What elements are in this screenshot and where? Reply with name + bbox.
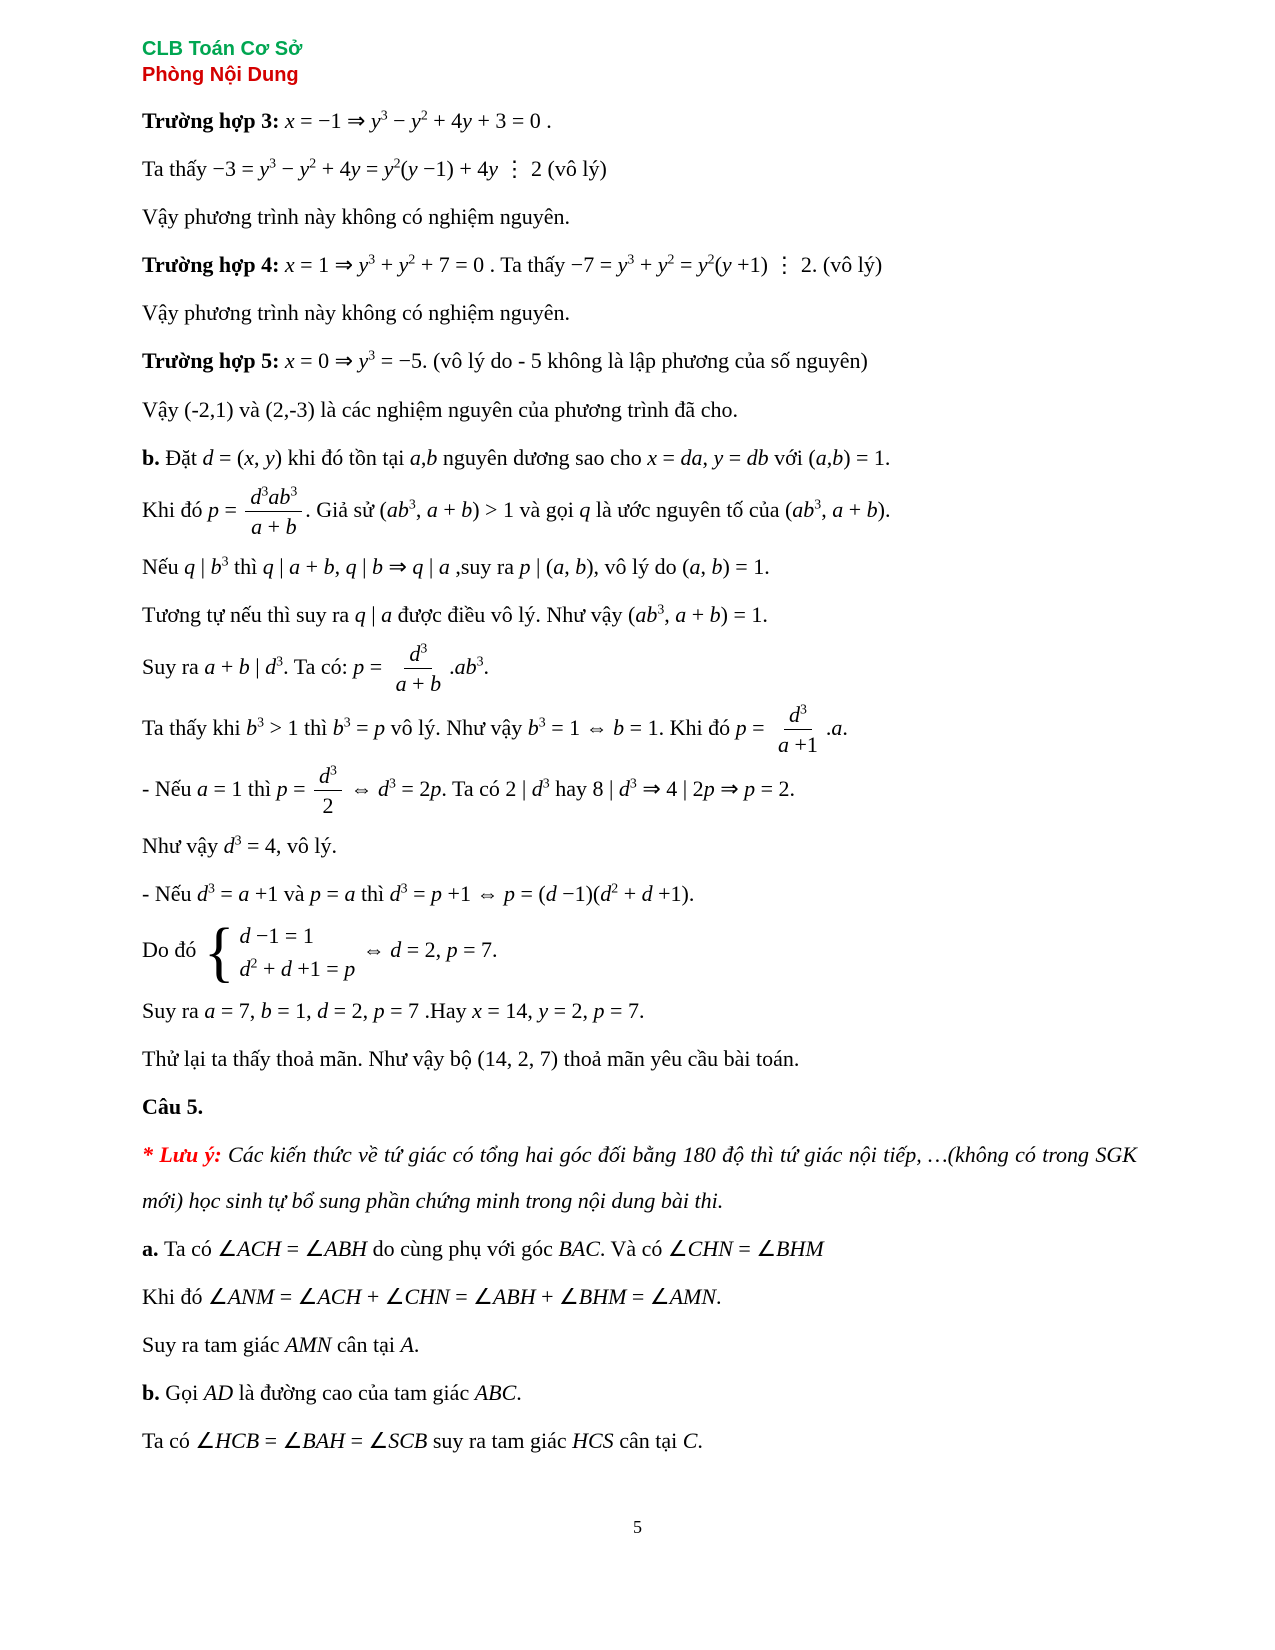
paragraph: Suy ra a + b | $d^3$. Ta có: p = $\frac{d^3}{a + b}$ $.ab^3$. [142, 640, 490, 697]
fraction: $\frac{d^3}{a + b}$ [395, 640, 442, 697]
paragraph: Như vậy $d^3 = 4$, vô lý. [142, 832, 338, 858]
paragraph: - Nếu $d^3 = a +1$ và p = a thì $d^3 = p +1$ ⇔ $p = (d -1)(d^2 + d +1)$. [142, 880, 695, 907]
document-header [142, 36, 1137, 88]
fraction: $\frac{d^3ab^3}{a + b}$ [245, 483, 302, 541]
paragraph: Ta thấy khi $b^3 > 1$ thì $b^3 = p$ vô lý. Như vậy $b^3 = 1$ ⇔ b = 1. Khi đó p = $\frac{d^3}{a +1}$ .a. [142, 701, 848, 758]
paragraph: Trường hợp 3: x = −1 ⇒ $y^3 - y^2 + 4y + 3 = 0$ . [142, 107, 552, 133]
paragraph: Tương tự nếu thì suy ra q | a được điều vô lý. Như vậy ($ab^3$, a + b) = 1. [142, 601, 768, 627]
paragraph: Vậy (-2,1) và (2,-3) là các nghiệm nguyên của phương trình đã cho. [142, 396, 738, 422]
paragraph: b. Gọi AD là đường cao của tam giác ABC. [142, 1379, 522, 1405]
paragraph: Ta thấy $-3 = y^3 - y^2 + 4y = y^2(y -1) + 4y$ ⋮ 2 (vô lý) [142, 155, 607, 182]
paragraph: Khi đó p = $\frac{d^3ab^3}{a + b}$ . Giả sử ($ab^3$, a + b) > 1 và gọi q là ước nguyên tố của ($ab^3$, a + b). [142, 483, 891, 540]
paragraph: b. Đặt d = (x, y) khi đó tồn tại a,b nguyên dương sao cho x = da, y = db với (a,b) = 1. [142, 444, 891, 470]
paragraph: Ta có ∠HCB = ∠BAH = ∠SCB suy ra tam giác HCS cân tại C. [142, 1427, 703, 1453]
fraction: $\frac{d^3}{2}$ [314, 762, 342, 820]
paragraph: Do đó { d −1 = 1 $d^2 + d +1 = p$ ⇔ d = 2, p = 7. [142, 914, 498, 989]
paragraph: Nếu q | $b^3$ thì q | a + b, q | b ⇒ q | a ,suy ra p | (a, b), vô lý do (a, b) = 1. [142, 553, 770, 579]
paragraph: * Lưu ý: Các kiến thức về tứ giác có tổng hai góc đối bằng 180 độ thì tứ giác nội tiếp, …(không có trong SGK mới) học sinh tự bổ sung phần chứng minh trong nội dung bài thi. [142, 1142, 1137, 1213]
paragraph: Vậy phương trình này không có nghiệm nguyên. [142, 204, 571, 230]
paragraph: a. Ta có ∠ACH = ∠ABH do cùng phụ với góc BAC. Và có ∠CHN = ∠BHM [142, 1235, 824, 1261]
equation-system: { d −1 = 1 $d^2 + d +1 = p$ [203, 914, 356, 989]
left-brace: { [203, 914, 235, 989]
page-number: 5 [633, 1517, 642, 1537]
paragraph: Khi đó ∠ANM = ∠ACH + ∠CHN = ∠ABH + ∠BHM = ∠AMN. [142, 1283, 722, 1309]
paragraph: Trường hợp 4: x = 1 ⇒ $y^3 + y^2 + 7 = 0$ . Ta thấy $-7 = y^3 + y^2 = y^2(y +1)$ ⋮ 2. (vô lý) [142, 251, 883, 278]
paragraph: Trường hợp 5: x = 0 ⇒ $y^3 = -5$. (vô lý do - 5 không là lập phương của số nguyên) [142, 348, 868, 374]
document-footer [0, 1517, 1275, 1538]
paragraph: Vậy phương trình này không có nghiệm nguyên. [142, 300, 571, 326]
paragraph: Suy ra a = 7, b = 1, d = 2, p = 7 .Hay x = 14, y = 2, p = 7. [142, 998, 645, 1024]
document-body [142, 98, 1137, 1463]
paragraph: - Nếu a = 1 thì p = $\frac{d^3}{2}$ ⇔ $d^3 = 2p$. Ta có 2 | $d^3$ hay 8 | $d^3$ ⇒ 4 | 2p ⇒ p = 2. [142, 762, 796, 819]
header-dept: Phòng Nội Dung [142, 64, 299, 86]
paragraph: Suy ra tam giác AMN cân tại A. [142, 1331, 420, 1357]
paragraph: Thử lại ta thấy thoả mãn. Như vậy bộ (14, 2, 7) thoả mãn yêu cầu bài toán. [142, 1046, 800, 1072]
header-org: CLB Toán Cơ Sở [142, 38, 303, 60]
paragraph: Câu 5. [142, 1094, 204, 1120]
fraction: $\frac{d^3}{a +1}$ [778, 701, 818, 758]
